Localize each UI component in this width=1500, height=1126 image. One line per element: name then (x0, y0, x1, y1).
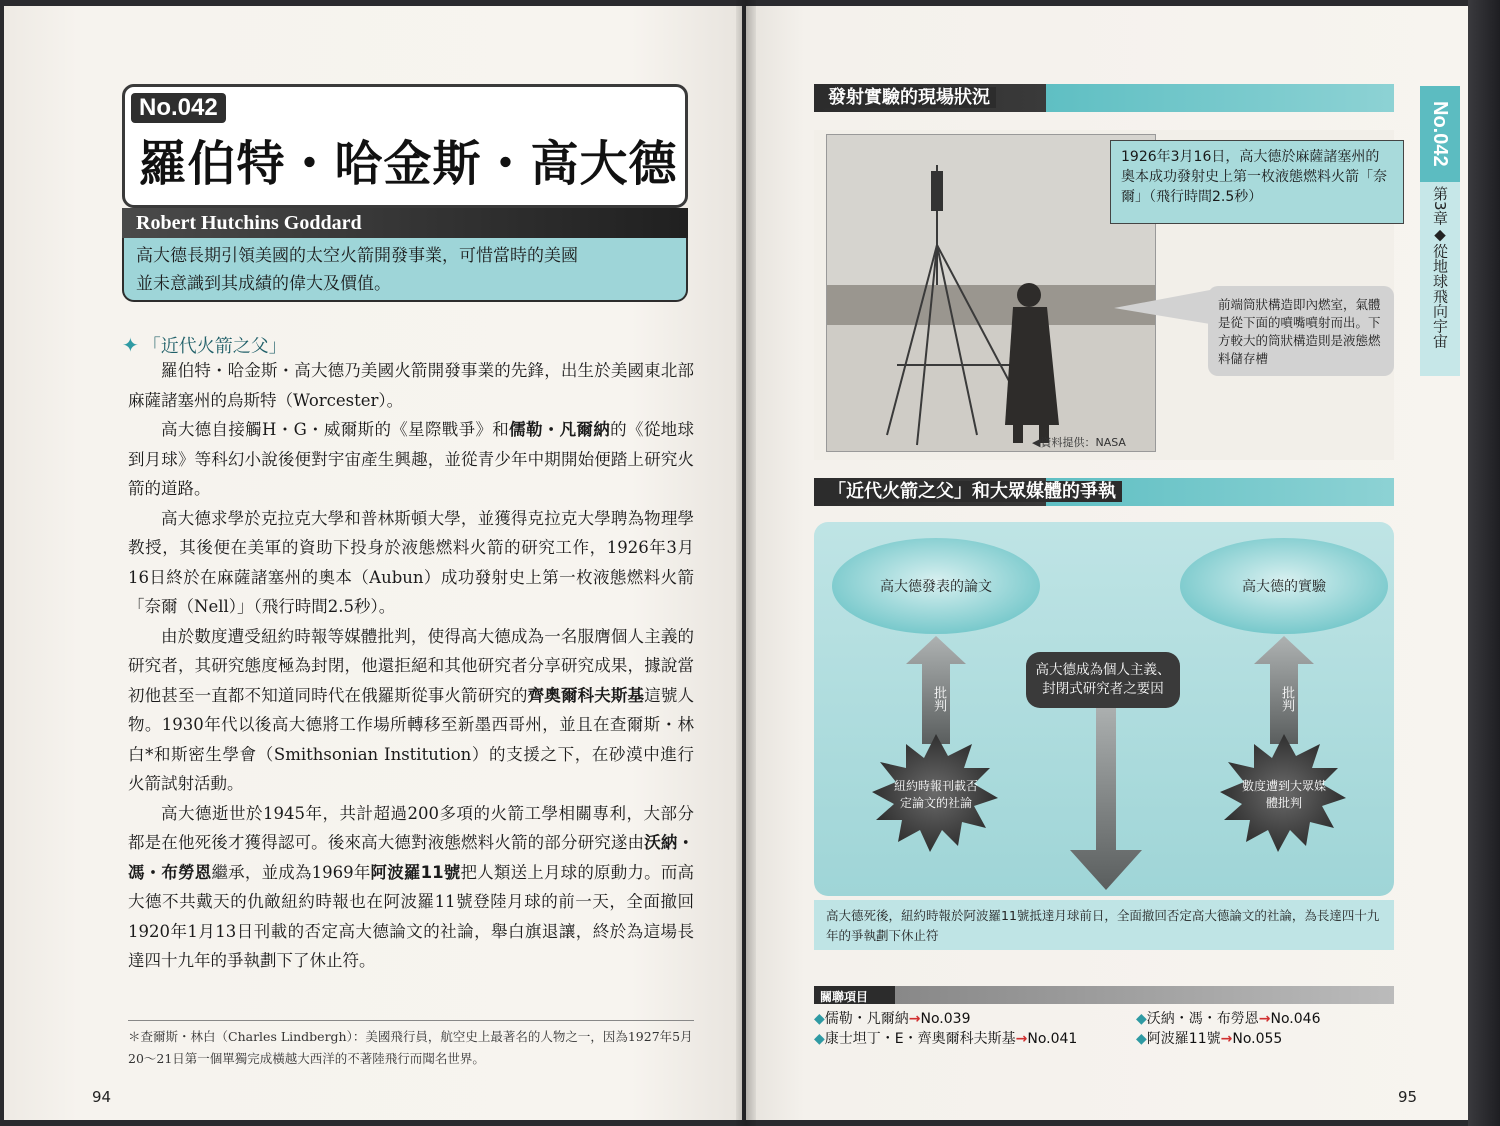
callout-pointer (1114, 288, 1214, 328)
related-name: 儒勒・凡爾納 (824, 1011, 909, 1027)
bold-term-apollo: 阿波羅11號 (370, 862, 461, 882)
bold-term-verne: 儒勒・凡爾納 (509, 420, 611, 439)
diagram-conclusion: 高大德死後，紐約時報於阿波羅11號抵達月球前日，全面撤回否定高大德論文的社論，為長達四十九年的爭執劃下休止符 (814, 900, 1394, 950)
bold-term-von-braun: 沃納・馮・布勞恩 (128, 833, 695, 882)
photo-callout-structure: 前端筒狀構造即內燃室，氣體是從下面的噴嘴噴射而出。下方較大的筒狀構造則是液態燃料儲存槽 (1208, 286, 1394, 376)
arrow-label-right: 批判 (1279, 686, 1294, 712)
diamond-icon: ◆ (1136, 1031, 1147, 1047)
rocket-photo (826, 134, 1156, 452)
burst-right-label (1224, 778, 1344, 812)
left-page (4, 6, 742, 1120)
photo-credit: ◀資料提供：NASA (1032, 436, 1126, 449)
paragraph-2 (128, 415, 694, 504)
section-bar-launch (814, 84, 1394, 112)
book-cover-edge (1468, 0, 1500, 1126)
related-item-apollo[interactable] (1136, 1028, 1282, 1050)
related-name: 阿波羅11號 (1146, 1031, 1221, 1047)
section-title-launch: 發射實驗的現場狀況 (822, 87, 996, 108)
related-name: 康士坦丁・E・齊奧爾科夫斯基 (824, 1031, 1016, 1047)
entry-number: No.042 (131, 93, 226, 123)
related-item-tsiolkovsky[interactable] (814, 1028, 1077, 1050)
arrow-right-icon: → (908, 1011, 921, 1027)
paragraph-4-text-b: 這號人物。1930年代以後高大德將工作場所轉移至新墨西哥州，並且在查爾斯・林白*和斯密生學會（Smithsonian Institution）的支援之下，在砂漠中進行火箭試射活動。 (128, 685, 695, 793)
related-ref: No.055 (1232, 1031, 1283, 1047)
ellipse-paper-label: 高大德發表的論文 (880, 579, 992, 595)
paragraph-4 (128, 622, 694, 799)
paragraph-2-text-b: 的《從地球到月球》等科幻小說後便對宇宙產生興趣，並從青少年中期開始便踏上研究火箭的道路。 (128, 420, 695, 498)
paragraph-5-text-c: 把人類送上月球的原動力。而高大德不共戴天的仇敵紐約時報也在阿波羅11號登陸月球的前一天，全面撤回1920年1月13日刊載的否定高大德論文的社論，舉白旗退讓，終於為這場長達四十九年的爭執劃下了休止符。 (128, 862, 695, 970)
sky (827, 135, 1155, 285)
arrow-label-left: 批判 (931, 686, 946, 712)
book-gutter (736, 0, 756, 1126)
related-ref: No.039 (920, 1011, 971, 1027)
footnote: ＊查爾斯・林白（Charles Lindbergh）：美國飛行員，航空史上最著名的人物之一，因為1927年5月20～21日第一個單獨完成橫越大西洋的不著陸飛行而聞名世界。 (128, 1029, 693, 1066)
chapter-label: 第3章◆從地球飛向宇宙 (1431, 186, 1449, 349)
horizon-trees (827, 285, 1155, 325)
title-box (122, 84, 688, 300)
page-number-right: 95 (1398, 1088, 1418, 1106)
page-number-left: 94 (92, 1088, 112, 1106)
diamond-icon: ◆ (814, 1031, 825, 1047)
related-items-bar (814, 986, 1394, 1004)
related-ref: No.041 (1027, 1031, 1078, 1047)
paragraph-1: 羅伯特・哈金斯・高大德乃美國火箭開發事業的先鋒，出生於美國東北部麻薩諸塞州的烏斯特（Worcester）。 (128, 361, 694, 410)
rocket-photo-drawing (827, 135, 1155, 451)
related-ref: No.046 (1270, 1011, 1321, 1027)
title-summary (122, 238, 688, 302)
paragraph-5-text-a: 高大德逝世於1945年，共計超過200多項的火箭工學相關專利，大部分都是在他死後才獲得認可。後來高大德對液態燃料火箭的部分研究遂由 (128, 803, 694, 852)
paragraph-4-text-a: 由於數度遭受紐約時報等媒體批判，使得高大德成為一名服膺個人主義的研究者，其研究態度極為封閉，他還拒絕和其他研究者分享研究成果，據說當初他甚至一直都不知道同時代在俄羅斯從事火箭研究的 (128, 626, 694, 705)
figure-head (1017, 283, 1041, 307)
sparkle-icon: ✦ (122, 333, 139, 357)
article-body (128, 356, 694, 976)
section-heading-text: 「近代火箭之父」 (142, 336, 287, 357)
paragraph-5 (128, 799, 694, 976)
section-bar-dispute (814, 478, 1394, 506)
related-items-title: 關聯項目 (820, 990, 869, 1004)
burst-right-line-1: 數度遭到大眾媒 (1241, 779, 1326, 793)
arrow-right-icon: → (1015, 1031, 1028, 1047)
bold-term-tsiolkovsky: 齊奧爾科夫斯基 (527, 685, 645, 705)
diamond-icon: ◆ (814, 1011, 825, 1027)
arrow-right-icon: → (1220, 1031, 1233, 1047)
chapter-entry-number: No.042 (1420, 86, 1460, 182)
dispute-diagram (814, 522, 1394, 896)
title-frame (122, 84, 688, 208)
ellipse-experiment-label: 高大德的實驗 (1242, 579, 1326, 595)
paragraph-2-text-a: 高大德自接觸H・G・威爾斯的《星際戰爭》和 (161, 420, 510, 439)
photo-callout-date: 1926年3月16日，高大德於麻薩諸塞州的奧本成功發射史上第一枚液態燃料火箭「奈爾」（飛行時間2.5秒） (1110, 140, 1404, 224)
diamond-icon: ◆ (1136, 1011, 1147, 1027)
pointer-shape (1114, 290, 1210, 324)
center-box-line-1: 高大德成為個人主義、 (1035, 662, 1171, 678)
burst-left-label (876, 778, 996, 812)
english-title: Robert Hutchins Goddard (122, 208, 688, 238)
chapter-tab (1420, 86, 1460, 376)
right-page (746, 6, 1474, 1120)
center-box-line-2: 封閉式研究者之要因 (1042, 681, 1164, 697)
summary-line-2: 並未意識到其成績的偉大及價值。 (136, 274, 391, 294)
center-box-label (1026, 661, 1180, 699)
arrow-down-center (1070, 702, 1142, 890)
section-title-dispute: 「近代火箭之父」和大眾媒體的爭執 (822, 481, 1122, 502)
related-item-von-braun[interactable] (1136, 1008, 1320, 1030)
burst-left-line-2: 定論文的社論 (899, 796, 972, 810)
rocket-motor (931, 171, 943, 211)
summary-line-1: 高大德長期引領美國的太空火箭開發事業，可惜當時的美國 (136, 246, 578, 266)
snow-ground (827, 325, 1155, 451)
related-name: 沃納・馮・布勞恩 (1146, 1011, 1259, 1027)
footnote-divider (128, 1020, 694, 1021)
related-item-verne[interactable] (814, 1008, 970, 1030)
page-title: 羅伯特・哈金斯・高大德 (138, 136, 678, 192)
arrow-right-icon: → (1258, 1011, 1271, 1027)
burst-right-line-2: 體批判 (1265, 796, 1302, 810)
figure-leg (1013, 425, 1023, 443)
burst-left-line-1: 紐約時報刊載否 (893, 779, 978, 793)
paragraph-3: 高大德求學於克拉克大學和普林斯頓大學，並獲得克拉克大學聘為物理學教授，其後便在美軍的資助下投身於液態燃料火箭的研究工作，1926年3月16日終於在麻薩諸塞州的奧本（Aubun）成功發射史上第一枚液態燃料火箭「奈爾（Nell）」（飛行時間2.5秒）。 (128, 508, 694, 616)
photo-area (814, 130, 1394, 460)
section-heading (122, 332, 287, 358)
paragraph-5-text-b: 繼承，並成為1969年 (211, 862, 371, 882)
